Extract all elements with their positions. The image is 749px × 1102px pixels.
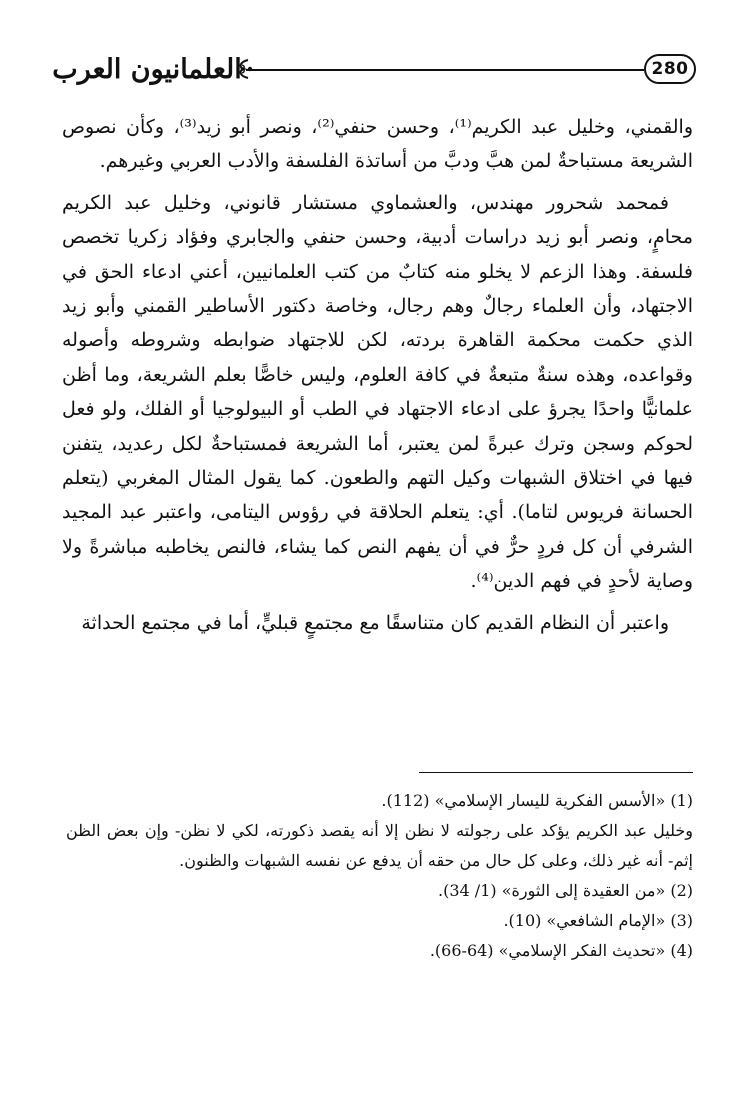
footnote: (4) «تحديث الفكر الإسلامي» (64-66). — [429, 941, 693, 960]
paragraph: فمحمد شحرور مهندس، والعشماوي مستشار قانوني، وخليل عبد الكريم محامٍ، ونصر أبو زيد دراسات أدبية، وحسن حنفي والجابري وفؤاد زكريا تخصص فلسفة. وهذا الزعم لا يخلو منه كتابٌ من كتب العلمانيين، أعني ادعاء الحق في الاجتهاد، وأن العلماء رجالٌ وهم رجال، وخاصة دكتور الأساطير القمني وأبو زيد الذي حكمت محكمة القاهرة بردته، لكن للاجتهاد ضوابطه وشروطه وأصوله وقواعده، وهذه سنةٌ متبعةٌ في كافة العلوم، وليس خاصًّا بعلم الشريعة، وما أظن علمانيًّا واحدًا يجرؤ على ادعاء الاجتهاد في الطب أو البيولوجيا أو الفلك، ولو فعل لحوكم وسجن وترك عبرةً لمن يعتبر، أما الشريعة فمستباحةٌ لكل رعديد، يتفنن فيها في اختلاق الشبهات وكيل التهم والطعون. كما يقول المثال المغربي (يتعلم الحسانة فريوس لتاما). أي: يتعلم الحلاقة في رؤوس اليتامى، واعتبر عبد المجيد الشرفي أن كل فردٍ حرٌّ في أن يفهم النص كما يشاء، فالنص يخاطبه مباشرةً ولا وصاية لأحدٍ في فهم الدين⁽⁴⁾. — [62, 191, 693, 593]
page-number-badge — [644, 54, 696, 84]
footnote: (3) «الإمام الشافعي» (10). — [503, 911, 693, 930]
paragraph: واعتبر أن النظام القديم كان متناسقًا مع مجتمعٍ قبليٍّ، أما في مجتمع الحداثة — [81, 611, 669, 634]
main-text — [62, 110, 693, 640]
footnote: (2) «من العقيدة إلى الثورة» (1/ 34). — [438, 881, 693, 900]
book-title: العلمانيون العرب — [52, 54, 242, 85]
page-number: 280 — [651, 59, 689, 79]
footnote: (1) «الأسس الفكرية لليسار الإسلامي» (112). — [381, 791, 693, 810]
header-rule — [246, 69, 644, 71]
paragraph: والقمني، وخليل عبد الكريم⁽¹⁾، وحسن حنفي⁽²⁾، ونصر أبو زيد⁽³⁾، وكأن نصوص الشريعة مستباحةٌ لمن هبَّ ودبَّ من أساتذة الفلسفة والأدب العربي وغيرهم. — [62, 116, 693, 173]
footnotes — [66, 786, 693, 966]
footnote-separator — [419, 772, 693, 773]
footnote-continuation: وخليل عبد الكريم يؤكد على رجولته لا نظن إلا أنه يقصد ذكورته، لكي لا نظن- وإن بعض الظن إثم- أنه غير ذلك، وعلى كل حال من حقه أن يدفع عن نفسه الشبهات والظنون. — [66, 821, 693, 870]
page-header — [46, 44, 696, 96]
